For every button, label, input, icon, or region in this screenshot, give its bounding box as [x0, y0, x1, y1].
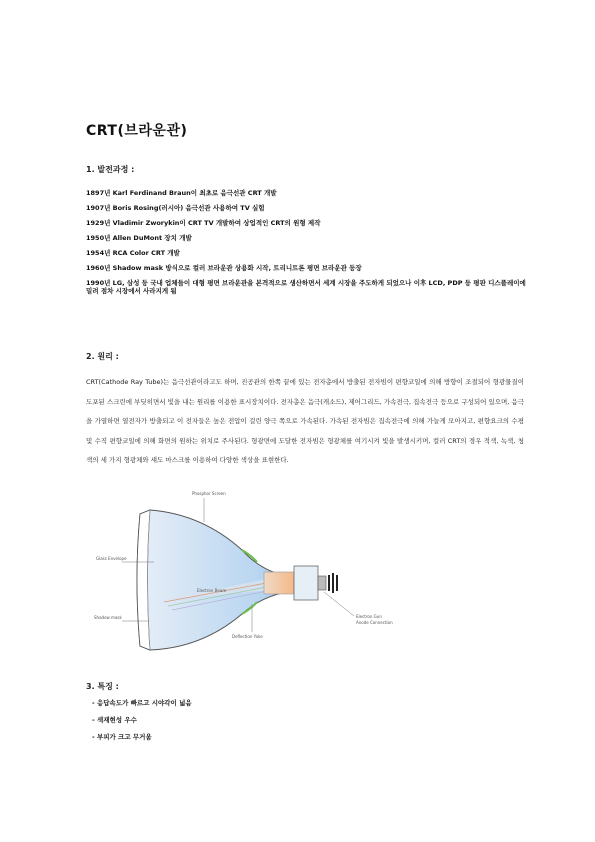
list-item: - 응답속도가 빠르고 시야각이 넓음 — [92, 699, 192, 707]
list-item: - 부피가 크고 무거움 — [92, 733, 152, 741]
list-item: 1907년 Boris Rosing(러시아) 음극선관 사용하여 TV 실험 — [86, 204, 265, 212]
list-item: 1990년 LG, 삼성 등 국내 업체들이 대형 평면 브라운관을 본격적으로 생산하면서 세계 시장을 주도하게 되었으나 이후 LCD, PDP 등 평판 디스플레이에 밀려 점차 시장에서 사라지게 됨 — [86, 279, 526, 295]
history-list — [86, 189, 526, 302]
crt-diagram — [92, 480, 452, 665]
list-item: - 색재현성 우수 — [92, 716, 137, 724]
document-title: CRT(브라운관) — [86, 123, 188, 139]
list-item: 1954년 RCA Color CRT 개발 — [86, 249, 180, 257]
label-mask: Shadow mask — [94, 615, 122, 620]
label-beam: Electron Beam — [197, 588, 227, 593]
label-yoke: Deflection Yoke — [232, 634, 263, 639]
list-item: 1929년 Vladimir Zworykin이 CRT TV 개발하여 상업적인 CRT의 원형 제작 — [86, 219, 321, 227]
principle-paragraph: CRT(Cathode Ray Tube)는 음극선관이라고도 하며, 진공관의 한쪽 끝에 있는 전자총에서 방출된 전자빔이 편향코일에 의해 방향이 조절되어 형광물질이 도포된 스크린에 부딪히면서 빛을 내는 원리를 이용한 표시장치이다. 전자총은 음극(캐소드), 제어그리드, 가속전극, 집속전극 등으로 구성되어 있으며, 음극을 가열하면 열전자가 방출되고 이 전자들은 높은 전압이 걸린 양극 쪽으로 가속된다. 가속된 전자빔은 집속전극에 의해 가늘게 모아지고, 편향요크의 수평 및 수직 편향코일에 의해 화면의 원하는 위치로 주사된다. 형광면에 도달한 전자빔은 형광체를 여기시켜 빛을 발생시키며, 컬러 CRT의 경우 적색, 녹색, 청색의 세 가지 형광체와 섀도 마스크를 이용하여 다양한 색상을 표현한다. — [86, 378, 524, 464]
label-gun: Electron Gun — [356, 614, 382, 619]
label-screen: Phosphor Screen — [192, 491, 226, 496]
features-list — [92, 699, 192, 750]
features-heading: 3. 특징 : — [86, 682, 119, 691]
list-item: 1960년 Shadow mask 방식으로 컬러 브라운관 상용화 시작, 트리니트론 평면 브라운관 등장 — [86, 264, 362, 272]
list-item: 1897년 Karl Ferdinand Braun이 최초로 음극선관 CRT 개발 — [86, 189, 277, 197]
history-heading: 1. 발전과정 : — [86, 165, 135, 174]
label-glass: Glass Envelope — [96, 556, 127, 561]
list-item: 1950년 Allen DuMont 장치 개발 — [86, 234, 192, 242]
label-anode: Anode Connection — [356, 620, 393, 625]
principle-heading: 2. 원리 : — [86, 352, 119, 361]
